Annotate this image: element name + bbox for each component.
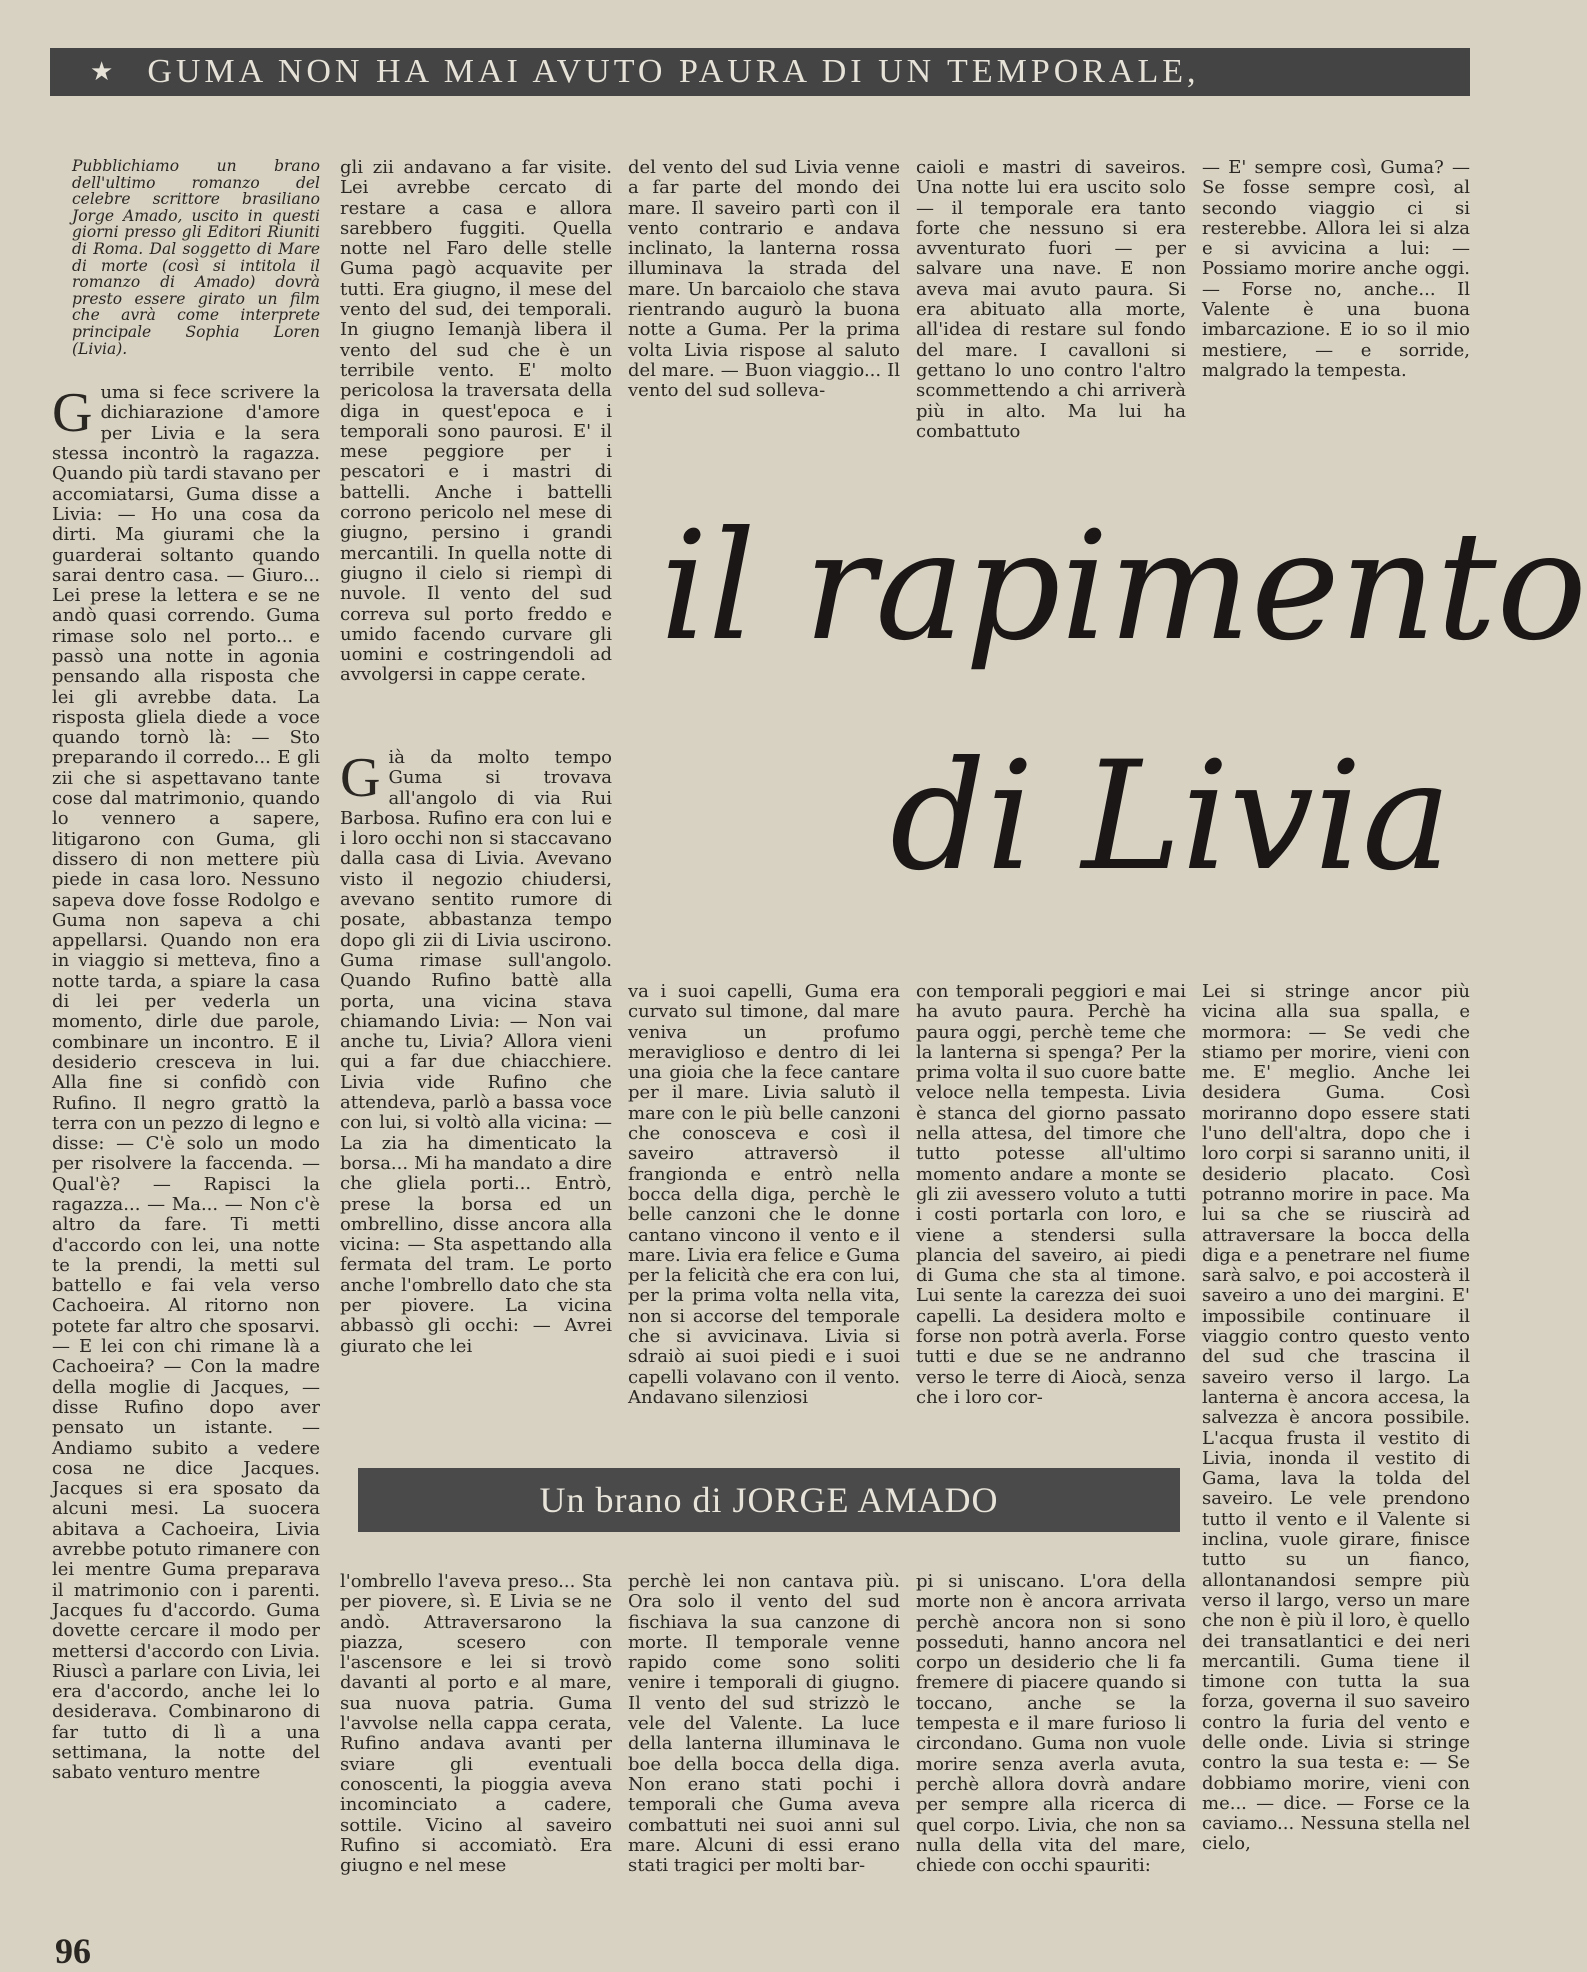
body-text: uma si fece scrivere la dichiarazione d'amore per Livia e la sera stessa incontrò la ragazza. Quando più tardi stavano per accomiatarsi, Guma disse a Livia: — Ho una cosa da dirti. Ma giurami che la guarderai soltanto quando sarai dentro casa. — Giuro... Lei prese la lettera e se ne andò quasi correndo. Guma rimase solo nel porto... e passò una notte in agonia pensando alla risposta che lei gli avrebbe data. La risposta gliela diede a voce quando tornò là: — Sto preparando il corredo... E gli zii che si aspettavano tante cose dal matrimonio, quando lo vennero a sapere, litigarono con Guma, gli dissero di non mettere più piede in casa loro. Nessuno sapeva dove fosse Rodolgo e Guma non sapeva a chi appellarsi. Quando non era in viaggio si metteva, fino a notte tarda, a spiare la casa di lei per vederla un momento, dirle due parole, combinare un incontro. E il desiderio cresceva in lui. Alla fine si confidò con Rufino. Il negro grattò la terra con un pezzo di legno e disse: — C'è solo un modo per risolvere la faccenda. — Qual'è? — Rapisci la ragazza... — Ma... — Non c'è altro da fare. Ti metti d'accordo con lei, una notte te la prendi, la metti sul battello e fai vela verso Cachoeira. Al ritorno non potete far altro che sposarvi. — E lei con chi rimane là a Cachoeira? — Con la madre della moglie di Jacques, — disse Rufino dopo aver pensato un istante. — Andiamo subito a vedere cosa ne dice Jacques. Jacques si era sposato da alcuni mesi. La suocera abitava a Cachoeira, Livia avrebbe potuto rimanere con lei mentre Guma preparava il matrimonio con i parenti. Jacques fu d'accordo. Guma dovette cercare il modo per mettersi d'accordo con Livia. Riuscì a parlare con Livia, lei era d'accordo, anche lei lo desiderava. Combinarono di far tutto di lì a una settimana, la notte del sabato venturo mentre bbox=[52, 382, 320, 1784]
body-text: ià da molto tempo Guma si trovava all'angolo di via Rui Barbosa. Rufino era con lui e i loro occhi non si staccavano dalla casa di Livia. Avevano visto il negozio chiudersi, avevano sentito rumore di posate, abbastanza tempo dopo gli zii di Livia uscirono. Guma rimase sull'angolo. Quando Rufino battè alla porta, una vicina stava chiamando Livia: — Non vai anche tu, Livia? Allora vieni qui a far due chiacchiere. Livia vide Rufino che attendeva, parlò a bassa voce con lui, si voltò alla vicina: — La zia ha dimenticato la borsa... Mi ha mandato a dire che gliela porti... Entrò, prese la borsa ed un ombrellino, disse ancora alla vicina: — Sta aspettando alla fermata del tram. Le porto anche l'ombrello dato che sta per piovere. La vicina abbassò gli occhi: — Avrei giurato che lei bbox=[340, 747, 612, 1357]
star-icon: ★ bbox=[90, 57, 118, 86]
body-text: — E' sempre così, Guma? — Se fosse sempre così, al secondo viaggio ci si resterebbe. Allora lei si alza e si avvicina a lui: — Possiamo morire anche oggi. — Forse no, anche... Il Valente è una buona imbarcazione. E io so il mio mestiere, — e sorride, malgrado la tempesta. bbox=[1202, 157, 1470, 381]
column-2-bottom bbox=[340, 1572, 612, 1902]
column-1 bbox=[52, 158, 320, 1908]
column-3-top bbox=[628, 158, 900, 414]
body-text: va i suoi capelli, Guma era curvato sul timone, dal mare veniva un profumo meraviglioso e dentro di lei una gioia che la fece cantare per il mare. Livia salutò il mare con le più belle canzoni che conosceva e così il saveiro attraversò il frangionda e entrò nella bocca della diga, perchè le belle canzoni che le donne cantano vincono il vento e il mare. Livia era felice e Guma per la felicità che era con lui, per la prima volta nella vita, non si accorse del temporale che si avvicinava. Livia si sdraiò ai suoi piedi e i suoi capelli volavano con il vento. Andavano silenziosi bbox=[628, 981, 900, 1408]
banner-text: GUMA NON HA MAI AVUTO PAURA DI UN TEMPORALE, bbox=[147, 53, 1200, 90]
article-title-line1: il rapimento bbox=[660, 500, 1587, 674]
column-3-bottom bbox=[628, 1572, 900, 1902]
intro-text: Pubblichiamo un brano dell'ultimo romanzo del celebre scrittore brasiliano Jorge Amado, uscito in questi giorni presso gli Editori Riuniti di Roma. Dal soggetto di Mare di morte (così si intitola il romanzo di Amado) dovrà presto essere girato un film che avrà come interprete principale Sophia Loren (Livia). bbox=[72, 157, 320, 358]
dropcap: G bbox=[340, 747, 381, 809]
author-banner: Un brano di JORGE AMADO bbox=[358, 1468, 1180, 1532]
column-4-bottom bbox=[916, 1572, 1186, 1902]
column-5-bottom bbox=[1202, 982, 1470, 1902]
body-text: l'ombrello l'aveva preso... Sta per piovere, sì. E Livia se ne andò. Attraversarono la piazza, scesero con l'ascensore e lei si trovò davanti al porto e al mare, sua nuova patria. Guma l'avvolse nella cappa cerata, Rufino andava avanti per sviare gli eventuali conoscenti, la pioggia aveva incominciato a cadere, sottile. Vicino al saveiro Rufino si accomiatò. Era giugno e nel mese bbox=[340, 1571, 612, 1877]
body-text: del vento del sud Livia venne a far parte del mondo dei mare. Il saveiro partì con il vento contrario e andava inclinato, la lanterna rossa illuminava la strada del mare. Un barcaiolo che stava rientrando augurò la buona notte a Guma. Per la prima volta Livia rispose al saluto del mare. — Buon viaggio... Il vento del sud solleva- bbox=[628, 157, 900, 402]
body-paragraph bbox=[52, 383, 320, 1783]
article-title-line2: di Livia bbox=[890, 730, 1452, 904]
column-2-top bbox=[340, 158, 612, 724]
body-text: perchè lei non cantava più. Ora solo il vento del sud fischiava la sua canzone di morte. Il temporale venne rapido come sono soliti venire i temporali di giugno. Il vento del sud strizzò le vele del Valente. La luce della lanterna illuminava le boe della bocca della diga. Non erano stati pochi i temporali che Guma aveva combattuti nei suoi anni sul mare. Alcuni di essi erano stati tragici per molti bar- bbox=[628, 1571, 900, 1877]
column-5-top bbox=[1202, 158, 1470, 414]
body-text: gli zii andavano a far visite. Lei avrebbe cercato di restare a casa e allora sarebbero fuggiti. Quella notte nel Faro delle stelle Guma pagò acquavite per tutti. Era giugno, il mese del vento del sud, dei temporali. In giugno Iemanjà libera il vento del sud che è un terribile vento. E' molto pericolosa la traversata della diga in quest'epoca e i temporali sono paurosi. E' il mese peggiore per i pescatori e i mastri di battelli. Anche i battelli corrono pericolo nel mese di giugno, persino i grandi mercantili. In quella notte di giugno il cielo si riempì di nuvole. Il vento del sud correva sul porto freddo e umido facendo curvare gli uomini e costringendoli ad avvolgersi in cappe cerate. bbox=[340, 157, 612, 686]
column-4-top bbox=[916, 157, 1186, 442]
page-number: 96 bbox=[55, 1931, 91, 1971]
body-text: caioli e mastri di saveiros. Una notte lui era uscito solo — il temporale era tanto forte che nessuno si era avventurato fuori — per salvare una nave. E non aveva mai avuto paura. Si era abituato alla morte, all'idea di restare sul fondo del mare. I cavalloni si gettano lo uno contro l'altro scommettendo a chi arriverà più in alto. Ma lui ha combattuto bbox=[916, 157, 1186, 442]
body-text: pi si uniscano. L'ora della morte non è ancora arrivata perchè ancora non si sono posseduti, hanno ancora nel corpo un desiderio che li fa fremere di piacere quando si toccano, anche se la tempesta e il mare furioso li circondano. Guma non vuole morire senza averla avuta, perchè allora dovrà andare per sempre alla ricerca di quel corpo. Livia, che non sa nulla della vita del mare, chiede con occhi spauriti: bbox=[916, 1571, 1186, 1877]
column-2-middle bbox=[340, 748, 612, 1428]
body-text: con temporali peggiori e mai ha avuto paura. Perchè ha paura oggi, perchè teme che la lanterna si spenga? Per la prima volta il suo cuore batte veloce nella tempesta. Livia è stanca del giorno passato nella attesa, del timore che tutto potesse all'ultimo momento andare a monte se gli zii avessero voluto a tutti i costi portarla con loro, e viene a stendersi sulla plancia del saveiro, ai piedi di Guma che sta al timone. Lui sente la carezza dei suoi capelli. La desidera molto e forse non potrà averla. Forse tutti e due se ne andranno verso le terre di Aiocà, senza che i loro cor- bbox=[916, 981, 1186, 1408]
dropcap: G bbox=[52, 382, 93, 445]
column-3-middle bbox=[628, 982, 900, 1428]
column-4-middle bbox=[916, 982, 1186, 1428]
top-banner bbox=[50, 48, 1470, 96]
body-text: Lei si stringe ancor più vicina alla sua spalla, e mormora: — Se vedi che stiamo per morire, vieni con me. E' meglio. Anche lei desidera Guma. Così moriranno dopo essere stati l'uno dell'altra, dopo che i loro corpi si saranno uniti, il desiderio placato. Così potranno morire in pace. Ma lui sa che se riuscirà ad attraversare la bocca della diga e a penetrare nel fiume sarà salvo, e poi accosterà il saveiro a uno dei margini. E' impossibile continuare il viaggio contro questo vento del sud che trascina il saveiro verso il largo. La lanterna è ancora accesa, la salvezza è ancora possibile. L'acqua frusta il vestito di Livia, inonda il vestito di Gama, lava la tolda del saveiro. Le vele prendono tutto il vento e il Valente si inclina, vuole girare, finisce tutto su un fianco, allontanandosi sempre più verso il largo, verso un mare che non è più il loro, è quello dei transatlantici e dei neri mercantili. Guma tiene il timone con tutta la sua forza, governa il suo saveiro contro la furia del vento e delle onde. Livia si stringe contro la sua testa e: — Se dobbiamo morire, vieni con me... — dice. — Forse ce la caviamo... Nessuna stella nel cielo, bbox=[1202, 981, 1470, 1855]
body-paragraph bbox=[340, 748, 612, 1357]
